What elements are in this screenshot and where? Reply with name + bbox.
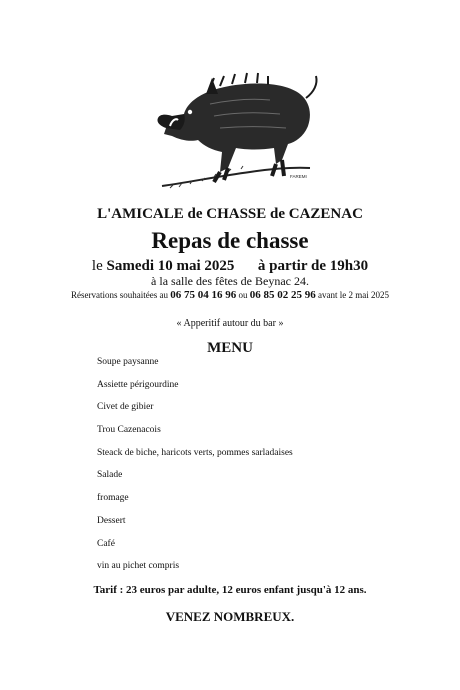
ground-line (162, 168, 310, 186)
menu-title: MENU (207, 340, 253, 356)
menu-item: Soupe paysanne (97, 357, 159, 367)
artist-signature: FAREMI (290, 174, 307, 179)
menu-list (97, 356, 293, 583)
menu-item: Dessert (97, 515, 126, 526)
menu-item: fromage (97, 493, 129, 504)
event-date: Samedi 10 mai 2025 (106, 258, 235, 274)
menu-item: Salade (97, 470, 123, 481)
menu-item: Civet de gibier (97, 402, 154, 413)
menu-item: Assiette périgourdine (97, 379, 179, 390)
phone-number-1[interactable]: 06 75 04 16 96 (170, 289, 237, 301)
reservation-deadline: avant le 2 mai 2025 (318, 290, 389, 300)
event-venue: à la salle des fêtes de Beynac 24. (151, 274, 309, 288)
boar-illustration-icon (150, 64, 330, 194)
date-prefix: le (91, 258, 103, 274)
or-text: ou (238, 290, 248, 300)
closing-call: VENEZ NOMBREUX. (165, 609, 295, 624)
page-title: Repas de chasse (151, 228, 309, 253)
event-date-line (0, 258, 460, 275)
phone-number-2[interactable]: 06 85 02 25 96 (249, 289, 316, 301)
menu-item: vin au pichet compris (97, 561, 180, 572)
boar-body (164, 83, 310, 172)
event-time: à partir de 19h30 (257, 258, 369, 274)
menu-item: Trou Cazenacois (97, 425, 161, 436)
reservation-line (0, 289, 460, 301)
menu-item: Café (97, 538, 115, 549)
organizer-heading: L'AMICALE de CHASSE de CAZENAC (97, 206, 363, 222)
price-info: Tarif : 23 euros par adulte, 12 euros enfant jusqu'à 12 ans. (93, 584, 367, 596)
menu-item: Steack de biche, haricots verts, pommes sarladaises (97, 447, 293, 458)
reservation-text: Réservations souhaitées au (71, 290, 168, 300)
aperitif-note: « Apperitif autour du bar » (176, 318, 284, 329)
